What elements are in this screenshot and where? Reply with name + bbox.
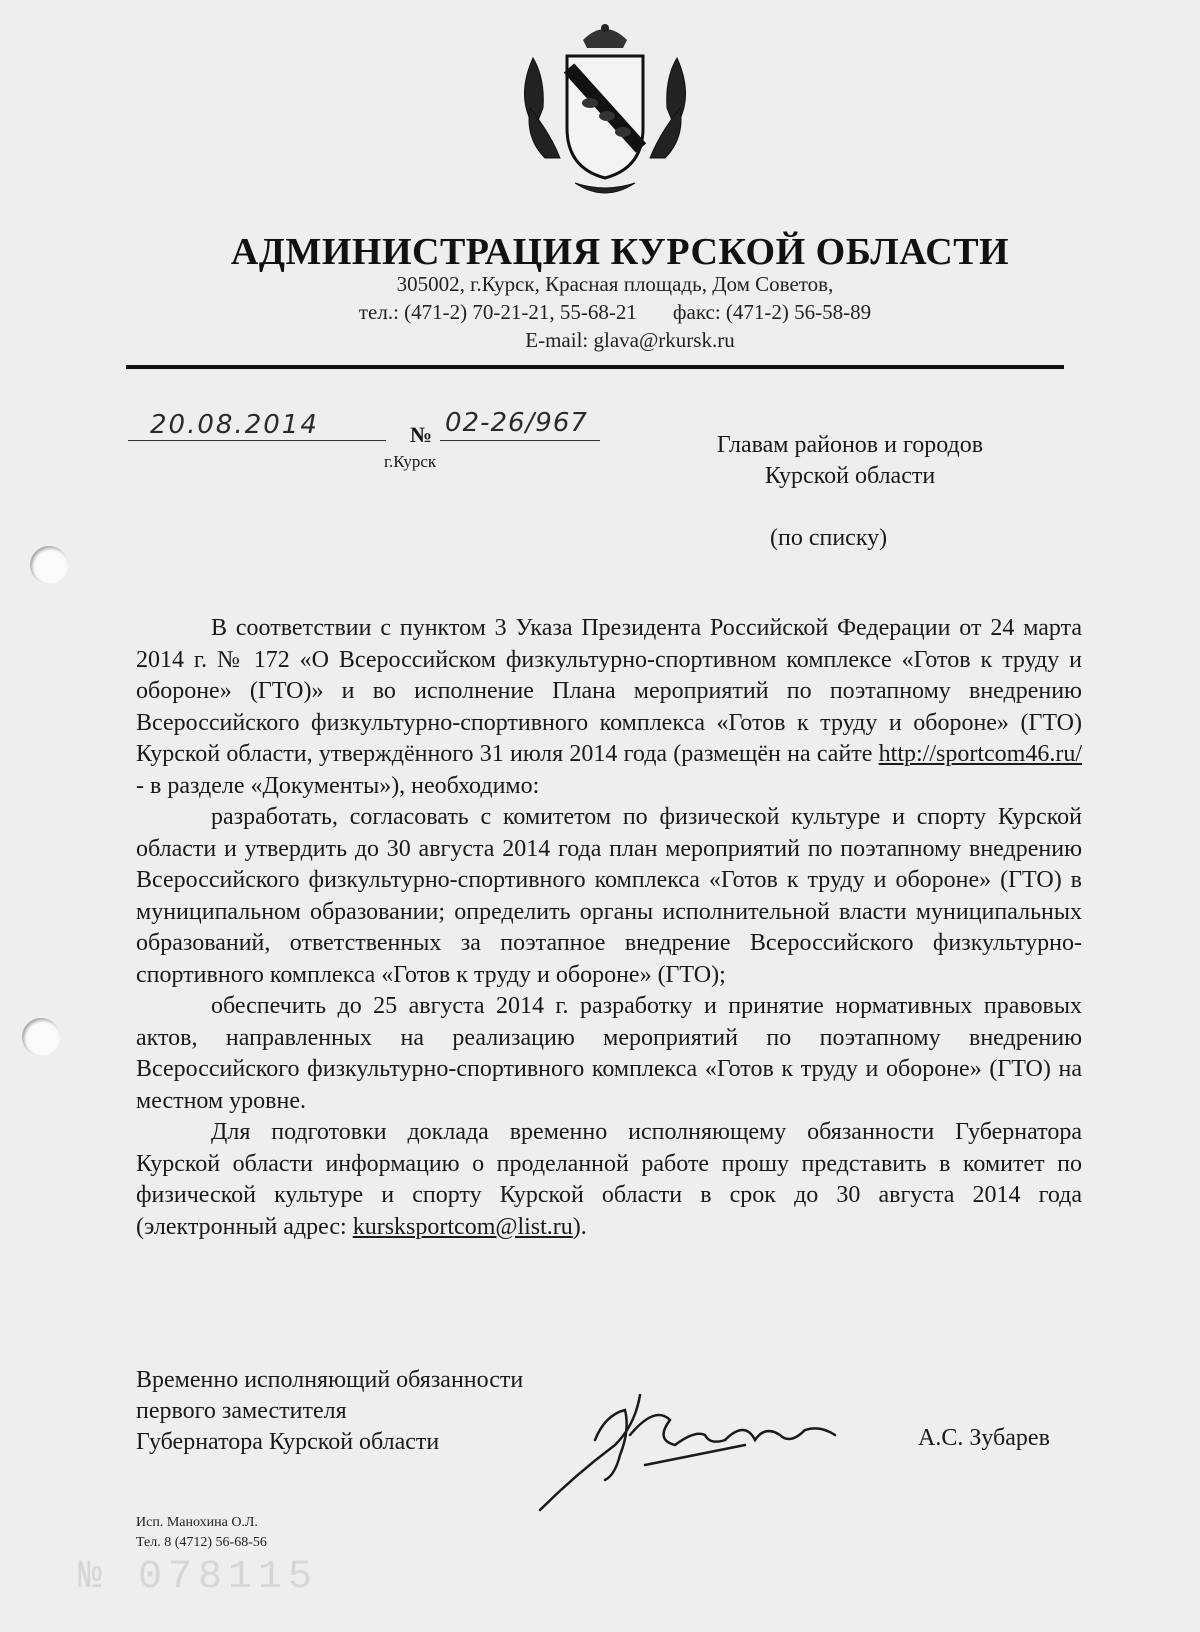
registration-date: 20.08.2014 bbox=[150, 410, 319, 440]
recipient-note: (по списку) bbox=[770, 525, 888, 551]
body-paragraph: В соответствии с пунктом 3 Указа Президента Российской Федерации от 24 марта 2014 г. № 172 «О Всероссийском физкультурно-спортивном комплексе «Готов к труду и обороне» (ГТО)» и во исполнение Плана мероприятий по поэтапному внедрению Всероссийского физкультурно-спортивного комплекса «Готов к труду и обороне» (ГТО) Курской области, утверждённого 31 июля 2014 года (размещён на сайте http://sportcom46.ru/ - в разделе «Документы»), необходимо: bbox=[136, 615, 1082, 799]
organization-contacts bbox=[0, 300, 1200, 325]
signatory-position: Временно исполняющий обязанности первого заместителя Губернатора Курской области bbox=[136, 1367, 524, 1455]
organization-fax: факс: (471-2) 56-58-89 bbox=[672, 300, 872, 324]
body-paragraph: обеспечить до 25 августа 2014 г. разработку и принятие нормативных правовых актов, направленных на реализацию мероприятий по поэтапному внедрению Всероссийского физкультурно-спортивного комплекса «Готов к труду и обороне» (ГТО) на местном уровне. bbox=[136, 993, 1082, 1114]
registration-city: г.Курск bbox=[384, 452, 437, 471]
handwritten-signature-icon bbox=[535, 1385, 895, 1515]
punch-hole bbox=[22, 1018, 60, 1056]
organization-phone: тел.: (471-2) 70-21-21, 55-68-21 bbox=[358, 300, 637, 324]
serial-stamp: № 078115 bbox=[78, 1555, 319, 1600]
punch-hole bbox=[30, 546, 68, 584]
registration-number-label: № bbox=[410, 422, 433, 447]
signatory-name: А.С. Зубарев bbox=[918, 1425, 1050, 1451]
header-divider bbox=[126, 365, 1064, 369]
executor-info bbox=[136, 1513, 267, 1553]
recipient-block bbox=[690, 430, 1010, 492]
organization-email: E-mail: glava@rkursk.ru bbox=[525, 328, 735, 352]
executor-phone: Тел. 8 (4712) 56-68-56 bbox=[136, 1535, 267, 1550]
email-link[interactable]: kursksportcom@list.ru bbox=[352, 1213, 573, 1240]
body-paragraph: Для подготовки доклада временно исполняющему обязанности Губернатора Курской области информацию о проделанной работе прошу представить в комитет по физической культуре и спорту Курской области в срок до 30 августа 2014 года (электронный адрес: kursksportcom@list.ru). bbox=[136, 1119, 1082, 1240]
kursk-coat-of-arms-icon bbox=[505, 8, 705, 208]
recipient-line: Главам районов и городов bbox=[716, 432, 984, 458]
registration-number: 02-26/967 bbox=[445, 408, 588, 438]
body-paragraph: разработать, согласовать с комитетом по физической культуре и спорту Курской области и утвердить до 30 августа 2014 года план мероприятий по поэтапному внедрению Всероссийского физкультурно-спортивного комплекса «Готов к труду и обороне» (ГТО) в муниципальном образовании; определить органы исполнительной власти муниципальных образований, ответственных за поэтапное внедрение Всероссийского физкультурно-спортивного комплекса «Готов к труду и обороне» (ГТО); bbox=[136, 804, 1082, 988]
letter-body bbox=[136, 613, 1082, 1243]
executor-name: Исп. Манохина О.Л. bbox=[136, 1515, 258, 1530]
number-underline bbox=[440, 440, 600, 441]
organization-title: АДМИНИСТРАЦИЯ КУРСКОЙ ОБЛАСТИ bbox=[230, 231, 1010, 273]
organization-address: 305002, г.Курск, Красная площадь, Дом Советов, bbox=[396, 272, 834, 296]
date-underline bbox=[128, 440, 386, 441]
website-link[interactable]: http://sportcom46.ru/ bbox=[878, 741, 1082, 767]
recipient-line: Курской области bbox=[764, 463, 936, 489]
